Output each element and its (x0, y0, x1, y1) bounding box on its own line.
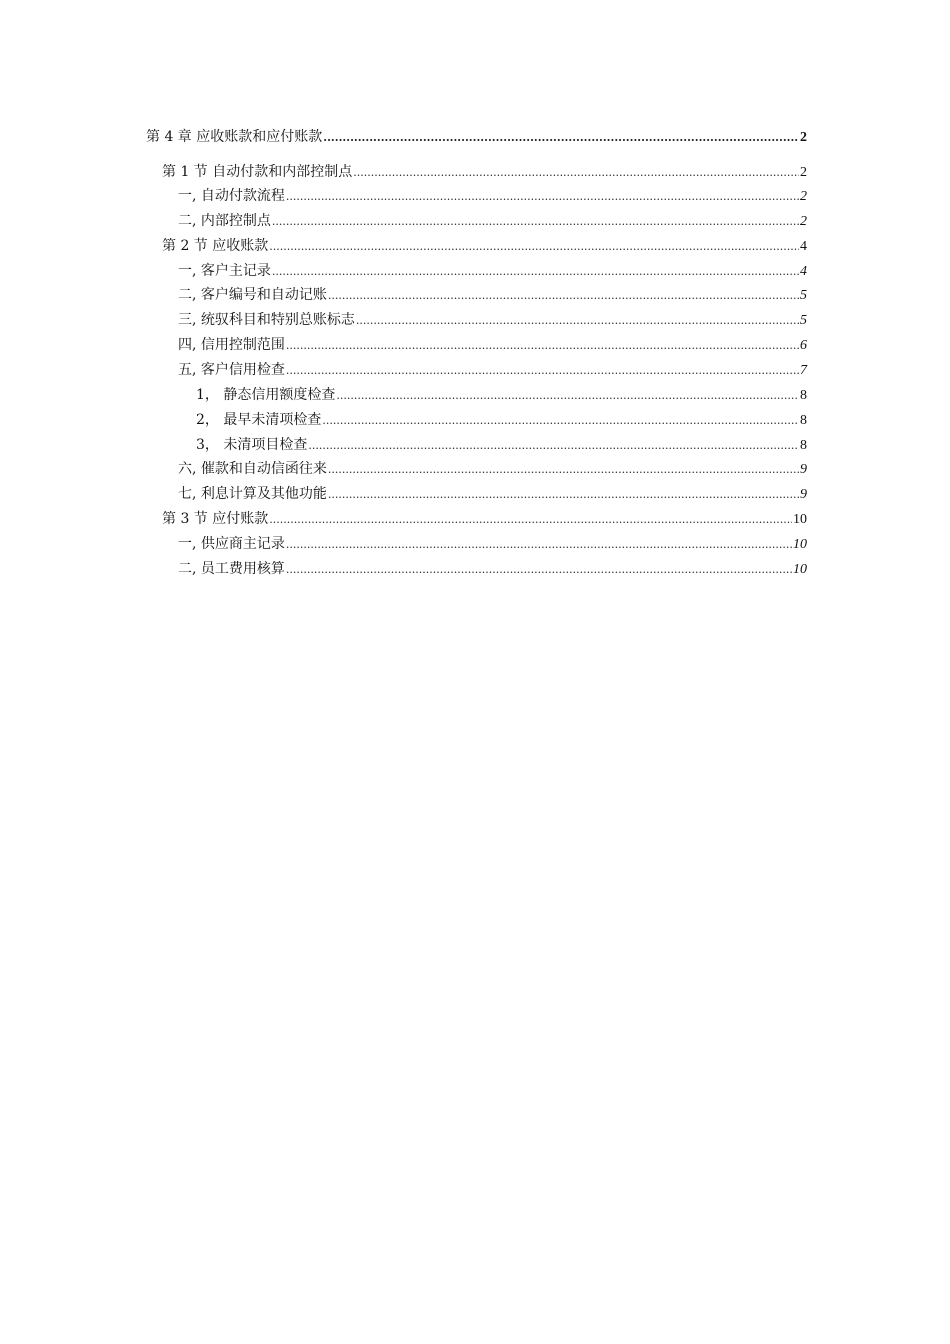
toc-leader-dots (328, 486, 799, 504)
toc-entry-page: 5 (800, 288, 807, 303)
toc-subsection-line[interactable] (178, 535, 807, 554)
toc-entry-page: 10 (793, 537, 807, 552)
toc-subsubsection-line[interactable] (196, 386, 807, 405)
toc-leader-dots (286, 188, 799, 206)
toc-entry-label: 3， 未清项目检查 (196, 437, 308, 453)
toc-entry-page: 8 (800, 438, 807, 453)
toc-leader-dots (322, 412, 799, 430)
toc-entry-page: 8 (800, 413, 807, 428)
toc-leader-dots (308, 437, 799, 455)
toc-entry-label: 第 3 节 应付账款 (162, 511, 269, 527)
toc-leader-dots (328, 287, 799, 305)
toc-leader-dots (272, 263, 799, 281)
toc-leader-dots (286, 561, 792, 579)
toc-entry-label: 二, 客户编号和自动记账 (178, 287, 327, 303)
toc-subsection-line[interactable] (178, 560, 807, 579)
toc-entry-label: 一, 客户主记录 (178, 263, 271, 279)
toc-subsubsection-line[interactable] (196, 436, 807, 455)
toc-chapter-line[interactable] (146, 128, 807, 147)
toc-section-line[interactable] (162, 237, 807, 256)
toc-entry-label: 二, 内部控制点 (178, 213, 271, 229)
toc-subsection-line[interactable] (178, 311, 807, 330)
toc-section-line[interactable] (162, 510, 807, 529)
toc-entry-page: 5 (800, 313, 807, 328)
toc-entry-page: 8 (800, 388, 807, 403)
toc-entry-label: 四, 信用控制范围 (178, 337, 285, 353)
toc-entry-page: 10 (793, 512, 807, 527)
toc-entry-page: 9 (800, 487, 807, 502)
toc-entry-page: 10 (793, 562, 807, 577)
toc-subsection-line[interactable] (178, 187, 807, 206)
toc-subsection-line[interactable] (178, 485, 807, 504)
toc-leader-dots (269, 511, 792, 529)
toc-subsection-line[interactable] (178, 286, 807, 305)
toc-entry-page: 7 (800, 363, 807, 378)
toc-entry-label: 一, 自动付款流程 (178, 188, 285, 204)
toc-entry-label: 1， 静态信用额度检查 (196, 387, 336, 403)
toc-entry-label: 二, 员工费用核算 (178, 561, 285, 577)
toc-section-line[interactable] (162, 163, 807, 182)
toc-entry-page: 2 (800, 214, 807, 229)
toc-entry-label: 七, 利息计算及其他功能 (178, 486, 327, 502)
toc-subsection-line[interactable] (178, 361, 807, 380)
toc-subsection-line[interactable] (178, 460, 807, 479)
toc-entry-label: 六, 催款和自动信函往来 (178, 461, 327, 477)
toc-subsection-line[interactable] (178, 212, 807, 231)
toc-leader-dots (328, 461, 799, 479)
toc-entry-label: 第 1 节 自动付款和内部控制点 (162, 164, 353, 180)
toc-entry-page: 4 (800, 239, 807, 254)
toc-leader-dots (272, 213, 799, 231)
toc-subsection-line[interactable] (178, 336, 807, 355)
toc-entry-label: 三, 统驭科目和特别总账标志 (178, 312, 355, 328)
toc-leader-dots (323, 129, 799, 147)
toc-leader-dots (286, 337, 799, 355)
toc-entry-label: 五, 客户信用检查 (178, 362, 285, 378)
toc-entry-label: 一, 供应商主记录 (178, 536, 285, 552)
toc-entry-label: 2， 最早未清项检查 (196, 412, 322, 428)
toc-entry-page: 2 (800, 189, 807, 204)
toc-leader-dots (269, 238, 799, 256)
toc-chapter-page: 2 (800, 130, 807, 145)
toc-entry-page: 6 (800, 338, 807, 353)
toc-subsection-line[interactable] (178, 262, 807, 281)
toc-leader-dots (353, 164, 799, 182)
toc-entry-page: 9 (800, 462, 807, 477)
toc-leader-dots (286, 536, 792, 554)
toc-subsubsection-line[interactable] (196, 411, 807, 430)
toc-leader-dots (336, 387, 799, 405)
toc-entry-label: 第 2 节 应收账款 (162, 238, 269, 254)
toc-leader-dots (356, 312, 799, 330)
toc-chapter-label: 第 4 章 应收账款和应付账款 (146, 129, 323, 145)
toc-leader-dots (286, 362, 799, 380)
toc-entry-page: 4 (800, 264, 807, 279)
toc-entry-page: 2 (800, 165, 807, 180)
